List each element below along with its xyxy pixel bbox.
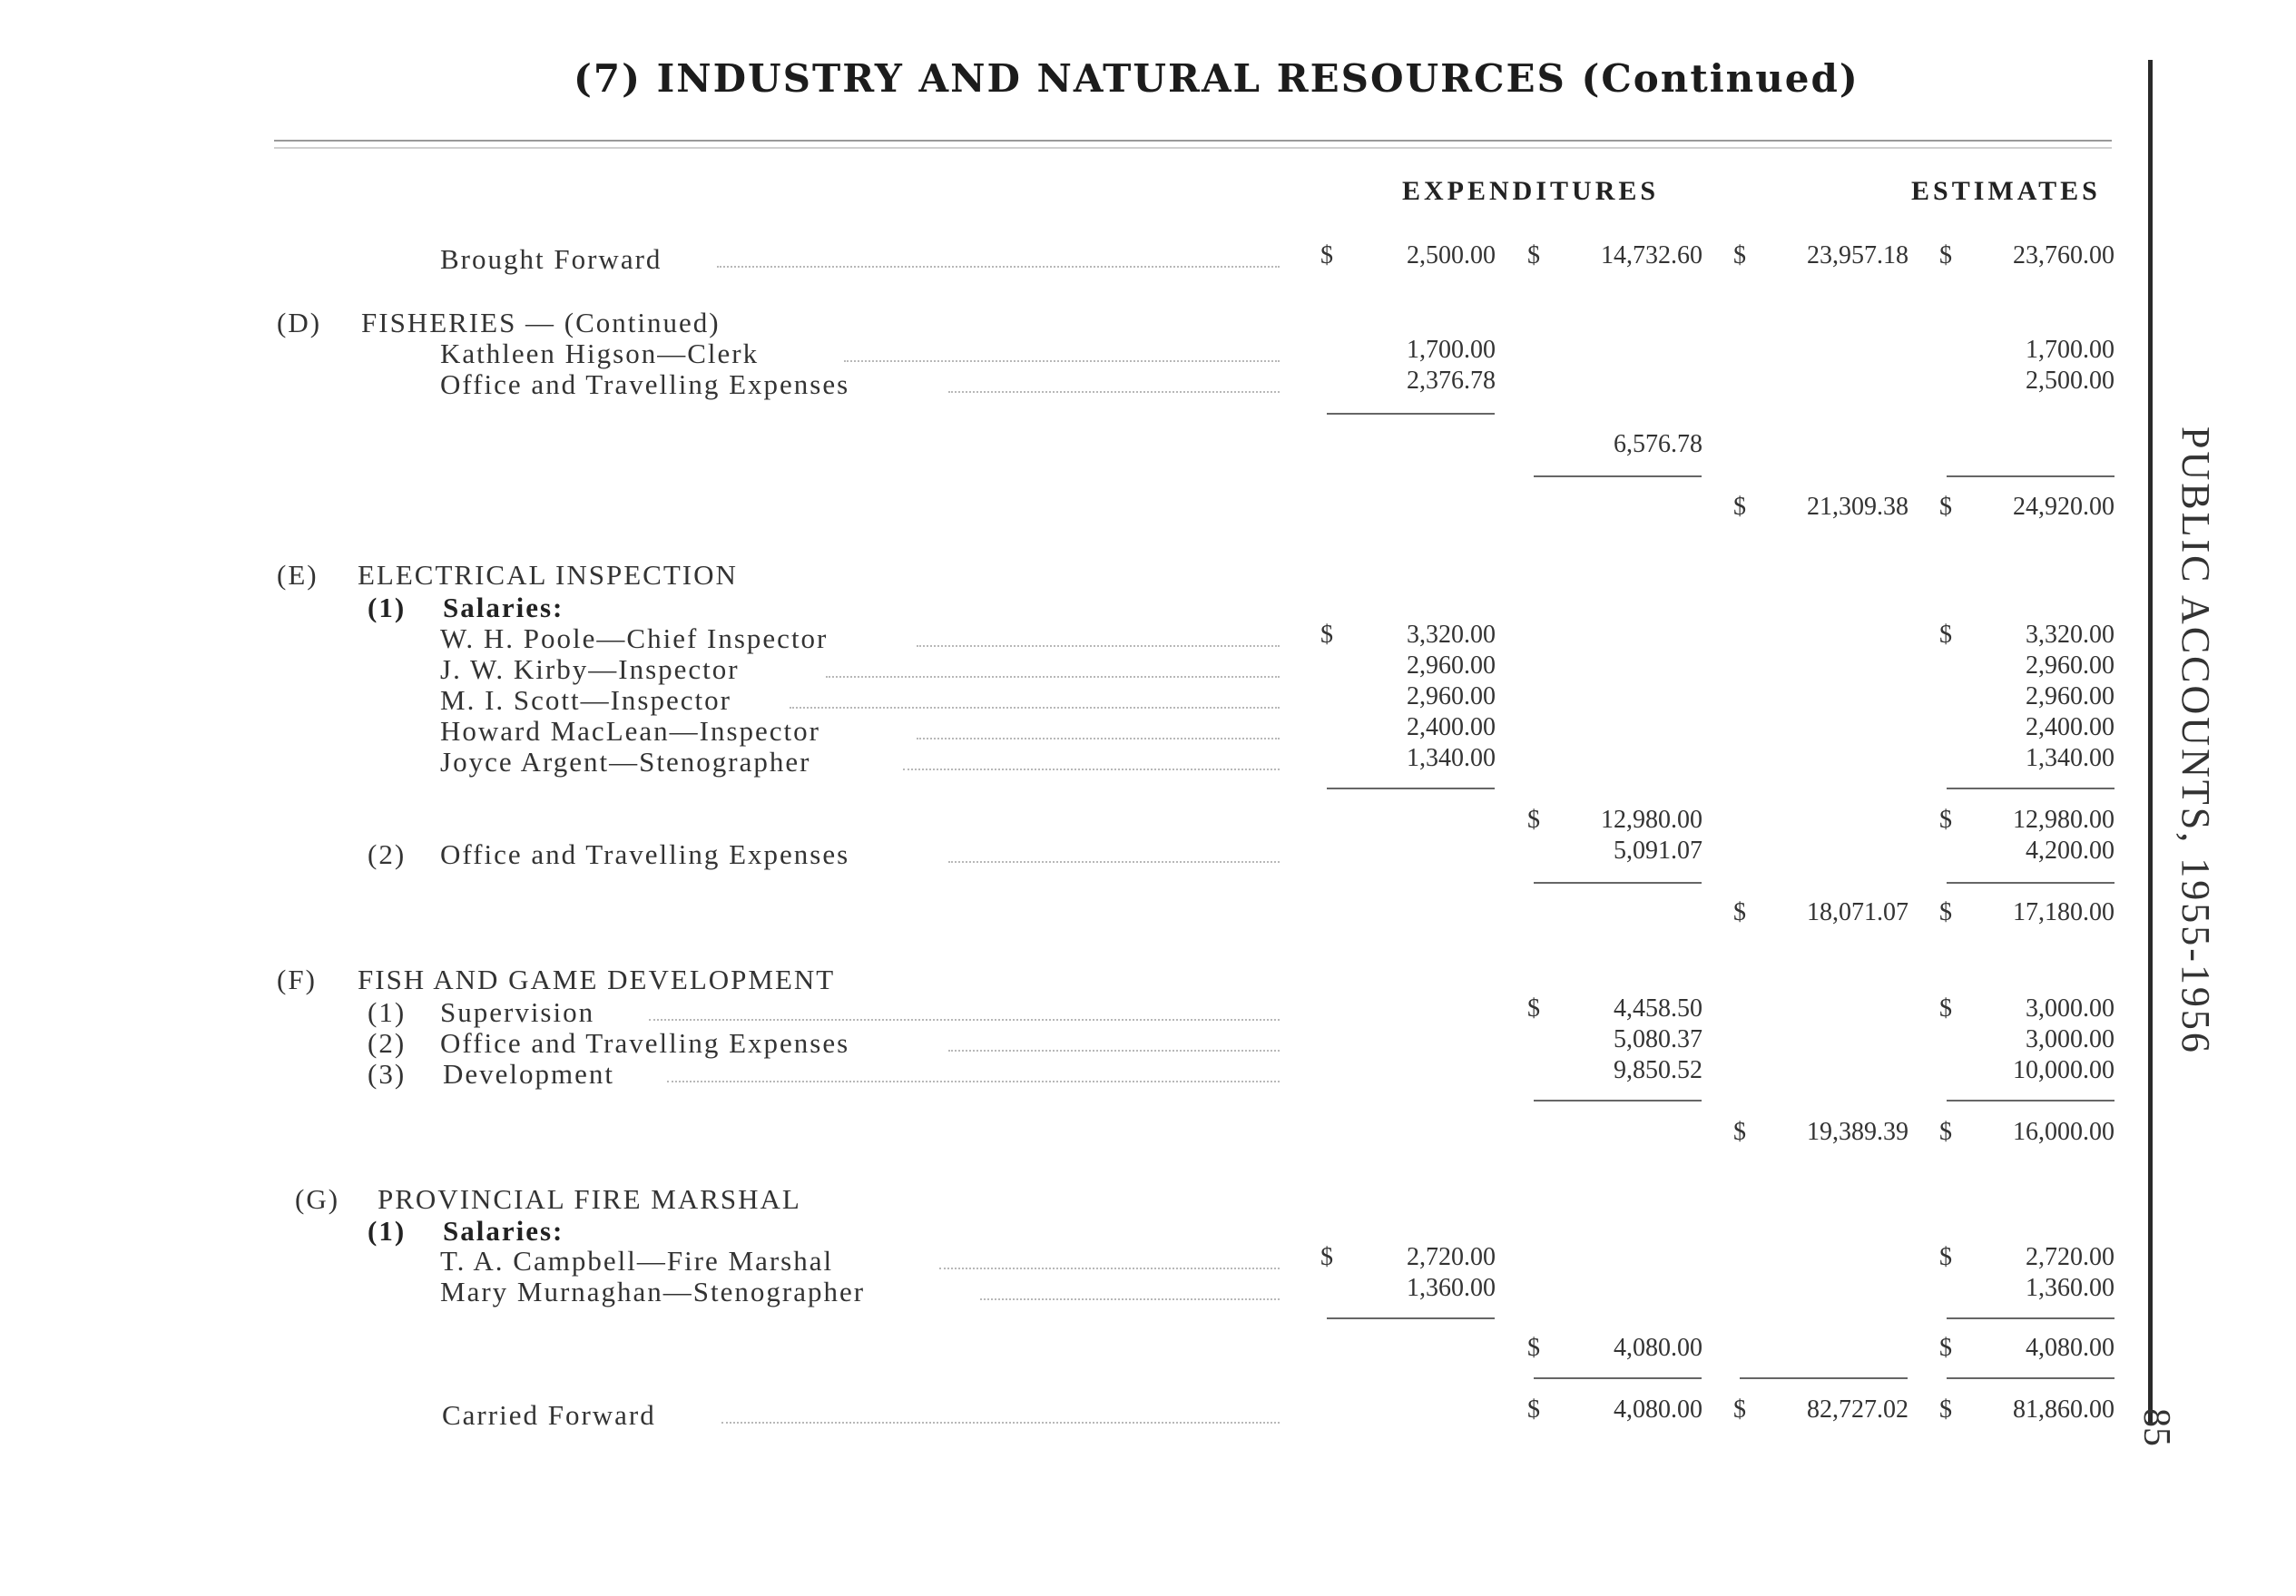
total-rule [1947,1377,2114,1379]
title-rule-2 [274,147,2112,149]
currency-sign: $ [1939,1395,1952,1424]
leader-dots [948,1050,1280,1052]
total-rule [1947,1100,2114,1102]
leader-dots [948,861,1280,863]
brought-forward-label: Brought Forward [440,243,662,275]
line-item-label: T. A. Campbell—Fire Marshal [440,1245,834,1277]
line-item-c2: 4,458.50 [1614,994,1702,1023]
currency-sign: $ [1733,1395,1746,1424]
line-item-label: Supervision [440,996,595,1028]
total-rule [1534,1100,1702,1102]
office-expenses-c2: 5,091.07 [1614,837,1702,865]
brought-forward-c2: 14,732.60 [1601,241,1702,269]
line-item-c4: 2,500.00 [2026,367,2114,395]
brought-forward-c1: 2,500.00 [1407,241,1496,269]
currency-sign: $ [1939,241,1952,269]
office-expenses-c4: 4,200.00 [2026,837,2114,865]
currency-sign: $ [1527,994,1540,1023]
line-item-label: W. H. Poole—Chief Inspector [440,622,829,654]
fishgame-total-c3: 19,389.39 [1807,1118,1908,1146]
title-rule [274,140,2112,142]
line-item-c2: 5,080.37 [1614,1025,1702,1053]
leader-dots [844,360,1280,362]
currency-sign: $ [1733,1118,1746,1146]
line-item-c4: 2,960.00 [2026,651,2114,680]
line-item-c1: 2,960.00 [1407,651,1496,680]
line-item-c1: 1,340.00 [1407,744,1496,772]
currency-sign: $ [1939,1118,1952,1146]
leader-dots [667,1081,1280,1082]
line-item-label: M. I. Scott—Inspector [440,684,731,716]
subsection-number: (2) [368,838,407,870]
currency-sign: $ [1320,621,1333,649]
brought-forward-c3: 23,957.18 [1807,241,1908,269]
leader-dots [948,391,1280,393]
total-rule [1534,882,1702,884]
carried-forward-c2: 4,080.00 [1614,1395,1702,1424]
currency-sign: $ [1939,898,1952,926]
carried-forward-c4: 81,860.00 [2013,1395,2114,1424]
brought-forward-c4: 23,760.00 [2013,241,2114,269]
line-item-label: Mary Murnaghan—Stenographer [440,1276,866,1307]
line-item-c1: 3,320.00 [1407,621,1496,649]
firemarshal-subtotal-c2: 4,080.00 [1614,1334,1702,1362]
electrical-heading: ELECTRICAL INSPECTION [358,559,738,591]
line-item-c1: 1,360.00 [1407,1274,1496,1302]
page-title: (7) INDUSTRY AND NATURAL RESOURCES (Continued) [574,56,1859,101]
line-item-c1: 2,376.78 [1407,367,1496,395]
margin-bar [2148,60,2153,1425]
currency-sign: $ [1939,1334,1952,1362]
salaries-subtotal-c2: 12,980.00 [1601,806,1702,834]
line-item-label: Howard MacLean—Inspector [440,715,820,747]
electrical-total-c4: 17,180.00 [2013,898,2114,926]
line-item-label: Office and Travelling Expenses [440,1027,850,1059]
line-item-label: Office and Travelling Expenses [440,368,850,400]
line-item-c4: 3,000.00 [2026,994,2114,1023]
total-rule [1947,1317,2114,1319]
line-item-c4: 1,700.00 [2026,336,2114,364]
total-rule [1327,413,1495,415]
line-item-c4: 10,000.00 [2013,1056,2114,1084]
total-rule [1327,788,1495,789]
fishgame-total-c4: 16,000.00 [2013,1118,2114,1146]
total-rule [1947,882,2114,884]
currency-sign: $ [1527,1395,1540,1424]
line-item-label: J. W. Kirby—Inspector [440,653,740,685]
line-item-label: Development [443,1058,615,1090]
currency-sign: $ [1939,1243,1952,1271]
line-item-c4: 2,400.00 [2026,713,2114,741]
line-item-c4: 3,000.00 [2026,1025,2114,1053]
section-letter-f: (F) [277,964,317,995]
carried-forward-label: Carried Forward [442,1399,656,1431]
line-item-label: Joyce Argent—Stenographer [440,746,811,778]
fisheries-total-c4: 24,920.00 [2013,493,2114,521]
section-letter-g: (G) [295,1183,340,1215]
leader-dots [939,1268,1280,1269]
subsection-number: (1) [368,996,407,1028]
line-item-c1: 2,720.00 [1407,1243,1496,1271]
fishgame-heading: FISH AND GAME DEVELOPMENT [358,964,836,995]
line-item-c1: 2,400.00 [1407,713,1496,741]
electrical-total-c3: 18,071.07 [1807,898,1908,926]
estimates-header: ESTIMATES [1911,176,2101,206]
salaries-label: Salaries: [443,592,564,623]
carried-forward-c3: 82,727.02 [1807,1395,1908,1424]
firemarshal-heading: PROVINCIAL FIRE MARSHAL [378,1183,801,1215]
section-letter-e: (E) [277,559,319,591]
line-item-label: Kathleen Higson—Clerk [440,338,760,369]
line-item-c4: 1,360.00 [2026,1274,2114,1302]
leader-dots [917,645,1280,647]
office-expenses-label: Office and Travelling Expenses [440,838,850,870]
currency-sign: $ [1527,806,1540,834]
leader-dots [826,676,1280,678]
total-rule [1947,788,2114,789]
currency-sign: $ [1733,241,1746,269]
fisheries-total-c3: 21,309.38 [1807,493,1908,521]
subsection-number: (1) [368,592,407,623]
line-item-c1: 1,700.00 [1407,336,1496,364]
currency-sign: $ [1527,1334,1540,1362]
leader-dots [649,1019,1280,1021]
total-rule [1534,1377,1702,1379]
currency-sign: $ [1939,806,1952,834]
line-item-c4: 1,340.00 [2026,744,2114,772]
currency-sign: $ [1733,493,1746,521]
subsection-number: (3) [368,1058,407,1090]
salaries-label: Salaries: [443,1215,564,1247]
section-letter-d: (D) [277,307,322,338]
leader-dots [980,1298,1280,1300]
total-rule [1534,475,1702,477]
fisheries-heading: FISHERIES — (Continued) [361,307,721,338]
line-item-c1: 2,960.00 [1407,682,1496,710]
total-rule [1947,475,2114,477]
subsection-number: (2) [368,1027,407,1059]
currency-sign: $ [1939,493,1952,521]
salaries-subtotal-c4: 12,980.00 [2013,806,2114,834]
line-item-c4: 2,960.00 [2026,682,2114,710]
line-item-c2: 9,850.52 [1614,1056,1702,1084]
fisheries-subtotal: 6,576.78 [1614,430,1702,458]
subsection-number: (1) [368,1215,407,1247]
total-rule [1740,1377,1908,1379]
leader-dots [721,1422,1280,1424]
currency-sign: $ [1939,994,1952,1023]
firemarshal-subtotal-c4: 4,080.00 [2026,1334,2114,1362]
leader-dots [790,707,1280,709]
side-caption: PUBLIC ACCOUNTS, 1955-1956 [2173,426,2218,1055]
expenditures-header: EXPENDITURES [1402,176,1660,206]
page-number: 85 [2135,1408,2177,1446]
currency-sign: $ [1320,241,1333,269]
currency-sign: $ [1320,1243,1333,1271]
currency-sign: $ [1939,621,1952,649]
line-item-c4: 3,320.00 [2026,621,2114,649]
currency-sign: $ [1527,241,1540,269]
total-rule [1327,1317,1495,1319]
currency-sign: $ [1733,898,1746,926]
leader-dots [717,266,1280,268]
leader-dots [903,769,1280,770]
leader-dots [917,738,1280,739]
line-item-c4: 2,720.00 [2026,1243,2114,1271]
